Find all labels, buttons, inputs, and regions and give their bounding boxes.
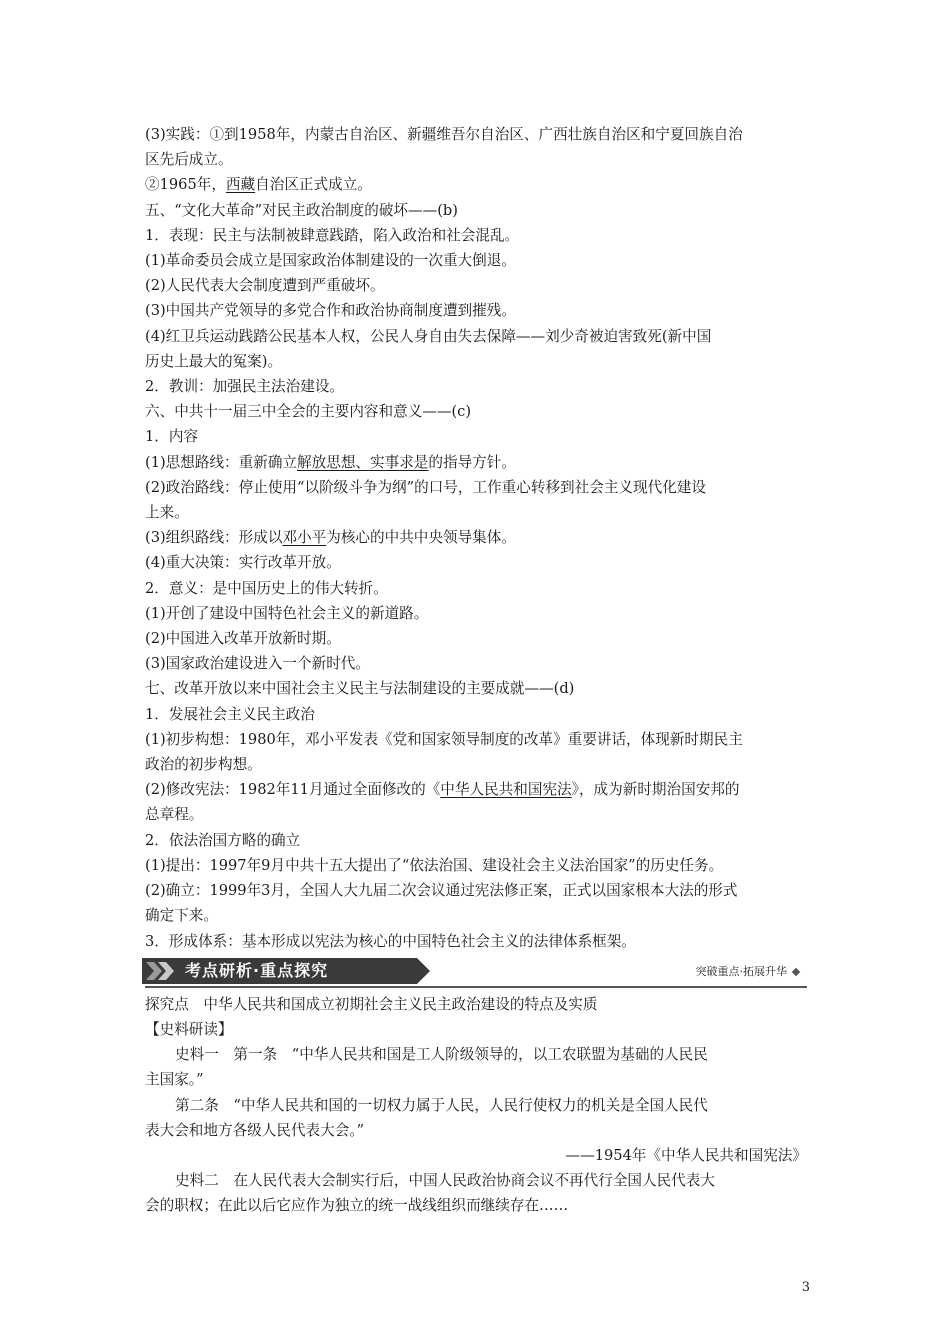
- text-line: 历史上最大的冤案)。: [145, 352, 283, 370]
- text-line: 表大会和地方各级人民代表大会。”: [145, 1121, 365, 1139]
- text-line: (4)重大决策：实行改革开放。: [145, 554, 341, 572]
- text-line: 总章程。: [145, 806, 204, 824]
- text-line: 2．意义：是中国历史上的伟大转折。: [145, 579, 388, 597]
- material-heading: 【史料研读】: [145, 1020, 233, 1038]
- diamond-icon: [792, 967, 800, 975]
- text-line: 史料二 在人民代表大会制实行后，中国人民政治协商会议不再代行全国人民代表大: [175, 1172, 715, 1190]
- text-line: 1．发展社会主义民主政治: [145, 705, 315, 723]
- text-line: (2)中国进入改革开放新时期。: [145, 630, 341, 648]
- text-line: (2)修改宪法：1982年11月通过全面修改的《中华人民共和国宪法》，成为新时期治国安邦的: [145, 781, 740, 799]
- text-line: 上来。: [145, 504, 189, 522]
- underlined-answer: 中华人民共和国宪法: [440, 781, 572, 799]
- text-line: (4)红卫兵运动践踏公民基本人权，公民人身自由失去保障——刘少奇被迫害致死(新中国: [145, 327, 712, 345]
- banner-subtitle: 突破重点·拓展升华: [696, 962, 800, 982]
- banner-title: 考点研析·重点探究: [185, 960, 329, 980]
- underlined-answer: 解放思想、实事求是: [297, 453, 429, 471]
- text-line: 确定下来。: [145, 907, 218, 925]
- text-line: (2)人民代表大会制度遭到严重破坏。: [145, 277, 385, 295]
- text-line: 3．形成体系：基本形成以宪法为核心的中国特色社会主义的法律体系框架。: [145, 932, 636, 950]
- inquiry-title: 探究点 中华人民共和国成立初期社会主义民主政治建设的特点及实质: [145, 995, 598, 1013]
- text-line: 政治的初步构想。: [145, 756, 262, 774]
- text-line: (1)革命委员会成立是国家政治体制建设的一次重大倒退。: [145, 252, 516, 270]
- text-line: 2．依法治国方略的确立: [145, 831, 301, 849]
- underlined-answer: 邓小平: [282, 529, 327, 547]
- text-line: (3)中国共产党领导的多党合作和政治协商制度遭到摧残。: [145, 302, 516, 320]
- text-line: ②1965年，西藏自治区正式成立。: [145, 176, 372, 194]
- document-body: [145, 122, 807, 1219]
- text-line: (3)实践：①到1958年，内蒙古自治区、新疆维吾尔自治区、广西壮族自治区和宁夏回族自治: [145, 126, 743, 143]
- page-number: 3: [801, 1280, 810, 1295]
- text-line: 会的职权；在此以后它应作为独立的统一战线组织而继续存在……: [145, 1197, 569, 1215]
- text-line: 主国家。”: [145, 1071, 204, 1089]
- underlined-answer: 西藏: [225, 176, 256, 194]
- text-line: 1．表现：民主与法制被肆意践踏，陷入政治和社会混乱。: [145, 226, 520, 244]
- section-heading: 五、“文化大革命”对民主政治制度的破坏——(b): [145, 201, 458, 219]
- text-line: (1)初步构想：1980年，邓小平发表《党和国家领导制度的改革》重要讲话，体现新时期民主: [145, 730, 743, 748]
- text-line: 2．教训：加强民主法治建设。: [145, 378, 345, 396]
- citation: ——1954年《中华人民共和国宪法》: [565, 1146, 807, 1164]
- text-line: 1．内容: [145, 428, 199, 446]
- text-line: (2)政治路线：停止使用“以阶级斗争为纲”的口号，工作重心转移到社会主义现代化建设: [145, 478, 706, 496]
- section-heading: 六、中共十一届三中全会的主要内容和意义——(c): [145, 403, 472, 421]
- text-line: 第二条 “中华人民共和国的一切权力属于人民，人民行使权力的机关是全国人民代: [175, 1096, 708, 1114]
- text-line: 区先后成立。: [145, 151, 233, 169]
- section-heading: 七、改革开放以来中国社会主义民主与法制建设的主要成就——(d): [145, 680, 575, 698]
- section-banner: [145, 956, 807, 988]
- text-line: (1)开创了建设中国特色社会主义的新道路。: [145, 604, 429, 622]
- text-line: (1)思想路线：重新确立解放思想、实事求是的指导方针。: [145, 453, 516, 471]
- text-line: (2)确立：1999年3月，全国人大九届二次会议通过宪法修正案，正式以国家根本大法的形式: [145, 882, 738, 900]
- text-line: (3)组织路线：形成以邓小平为核心的中共中央领导集体。: [145, 529, 516, 547]
- text-line: 史料一 第一条 “中华人民共和国是工人阶级领导的，以工农联盟为基础的人民民: [175, 1046, 708, 1064]
- text-line: (3)国家政治建设进入一个新时代。: [145, 655, 370, 673]
- text-line: (1)提出：1997年9月中共十五大提出了“依法治国、建设社会主义法治国家”的历史任务。: [145, 856, 724, 874]
